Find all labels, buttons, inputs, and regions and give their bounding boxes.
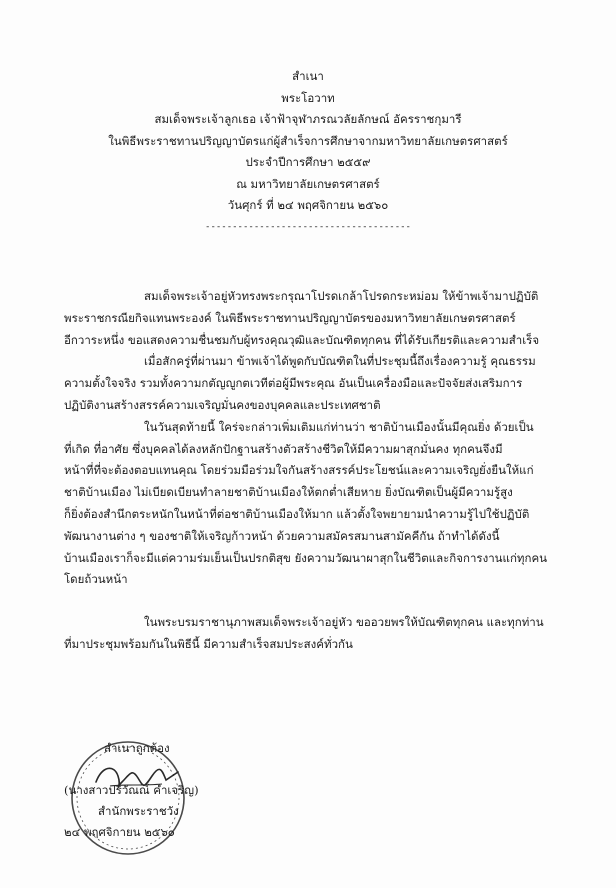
- paragraph-2-line: ความตั้งใจจริง รวมทั้งความกตัญญูกตเวทีต่อผู้มีพระคุณ อันเป็นเครื่องมือและปัจจัยส่งเสริมการ: [64, 376, 523, 391]
- paragraph-3-line: บ้านเมืองเราก็จะมีแต่ความร่มเย็นเป็นปรกติสุข ยังความวัฒนาผาสุกในชีวิตและกิจการงานแก่ทุกคน: [64, 550, 547, 565]
- separator-line: --------------------------------------: [205, 221, 411, 232]
- paragraph-3-line: ชาติบ้านเมือง ไม่เบียดเบียนทำลายชาติบ้านเมืองให้ตกต่ำเสียหาย ยิ่งบัณฑิตเป็นผู้มีความรู้สูง: [64, 485, 513, 500]
- paragraph-3-line: โดยถ้วนหน้า: [64, 572, 128, 587]
- academic-year: ประจำปีการศึกษา ๒๕๕๙: [245, 155, 371, 169]
- paragraph-4-line: ในพระบรมราชานุภาพสมเด็จพระเจ้าอยู่หัว ขออวยพรให้บัณฑิตทุกคน และทุกท่าน: [144, 615, 544, 630]
- paragraph-2-line: เมื่อสักครู่ที่ผ่านมา ข้าพเจ้าได้พูดกับบัณฑิตในที่ประชุมนี้ถึงเรื่องความรู้ คุณธรรม: [144, 354, 536, 369]
- speech-body: [64, 286, 584, 656]
- issuing-office: สำนักพระราชวัง: [98, 804, 179, 818]
- copy-label: สำเนา: [292, 69, 324, 83]
- document-header: [0, 66, 616, 238]
- venue: ณ มหาวิทยาลัยเกษตรศาสตร์: [236, 176, 380, 191]
- paragraph-3-line: ก็ยิ่งต้องสำนึกตระหนักในหน้าที่ต่อชาติบ้านเมืองให้มาก แล้วตั้งใจพยายามนำความรู้ไปใช้ปฏิบัติ: [64, 506, 530, 521]
- paragraph-1-line: พระราชกรณียกิจแทนพระองค์ ในพิธีพระราชทานปริญญาบัตรของมหาวิทยาลัยเกษตรศาสตร์: [64, 310, 516, 325]
- handwritten-signature: [92, 760, 182, 794]
- paragraph-3-line: ที่เกิด ที่อาศัย ซึ่งบุคคลได้ลงหลักปักฐานสร้างตัวสร้างชีวิตให้มีความผาสุกมั่นคง ทุกคนจึงมี: [64, 441, 503, 456]
- paragraph-1-line: อีกวาระหนึ่ง ขอแสดงความชื่นชมกับผู้ทรงคุณวุฒิและบัณฑิตทุกคน ที่ได้รับเกียรติและความสำเร็จ: [64, 332, 540, 347]
- paragraph-1-line: สมเด็จพระเจ้าอยู่หัวทรงพระกรุณาโปรดเกล้าโปรดกระหม่อม ให้ข้าพเจ้ามาปฏิบัติ: [144, 289, 539, 303]
- ceremony-name: ในพิธีพระราชทานปริญญาบัตรแก่ผู้สำเร็จการศึกษาจากมหาวิทยาลัยเกษตรศาสตร์: [108, 133, 508, 148]
- paragraph-3-line: ในวันสุดท้ายนี้ ใคร่จะกล่าวเพิ่มเติมแก่ท่านว่า ชาติบ้านเมืองนั้นมีคุณยิ่ง ด้วยเป็น: [144, 419, 534, 434]
- certified-copy-label: สำเนาถูกต้อง: [104, 741, 170, 755]
- paragraph-3-line: หน้าที่ที่จะต้องตอบแทนคุณ โดยร่วมมือร่วมใจกันสร้างสรรค์ประโยชน์และความเจริญยั่งยืนให้แก่: [64, 463, 534, 478]
- paragraph-3-line: พัฒนางานต่าง ๆ ของชาติให้เจริญก้าวหน้า ด้วยความสมัครสมานสามัคคีกัน ถ้าทำได้ดังนี้: [64, 528, 500, 543]
- date-line: วันศุกร์ ที่ ๒๔ พฤศจิกายน ๒๕๖๐: [227, 198, 389, 212]
- paragraph-2-line: ปฏิบัติงานสร้างสรรค์ความเจริญมั่นคงของบุคคลและประเทศชาติ: [64, 397, 381, 412]
- signatory-name: (นางสาวปริวัณณ์ คำเจริญ): [64, 783, 199, 797]
- certification-date: ๒๔ พฤศจิกายน ๒๕๖๐: [64, 825, 175, 839]
- document-title: พระโอวาท: [281, 90, 335, 105]
- paragraph-4-line: ที่มาประชุมพร้อมกันในพิธีนี้ มีความสำเร็จสมประสงค์ทั่วกัน: [64, 636, 353, 651]
- speaker-name: สมเด็จพระเจ้าลูกเธอ เจ้าฟ้าจุฬาภรณวลัยลักษณ์ อัครราชกุมารี: [154, 112, 462, 126]
